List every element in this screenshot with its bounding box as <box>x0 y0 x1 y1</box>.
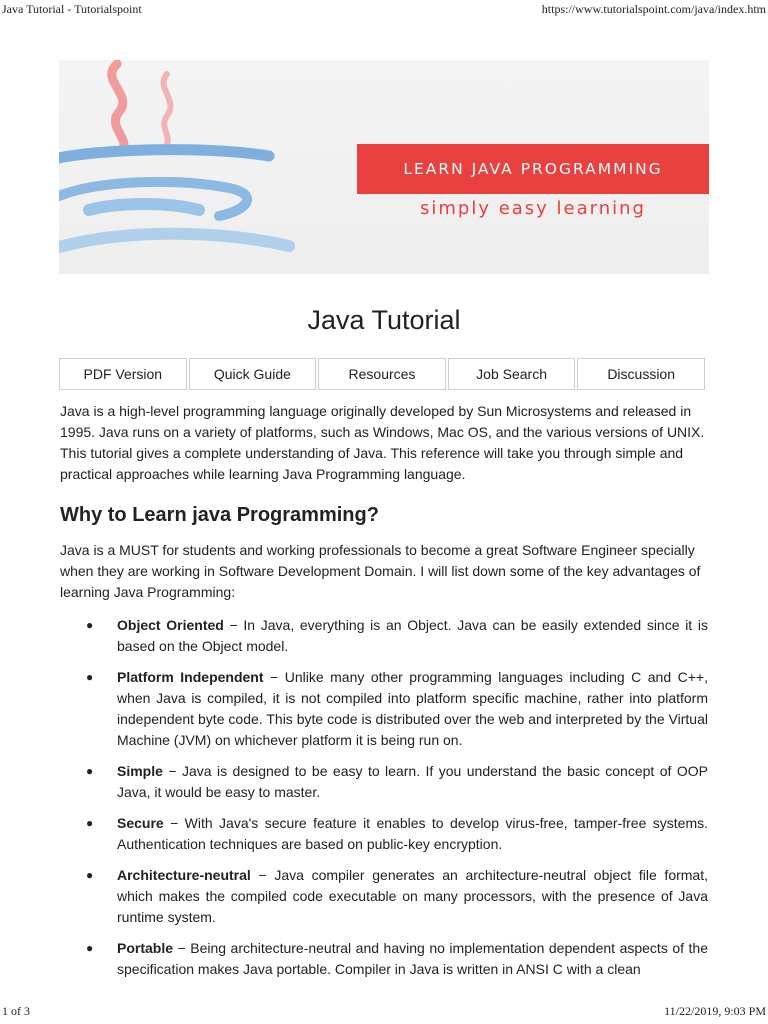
tab-resources[interactable]: Resources <box>318 358 446 390</box>
bullet-icon: ● <box>86 868 94 882</box>
tab-quick-guide[interactable]: Quick Guide <box>189 358 317 390</box>
feature-term: Portable <box>117 940 174 956</box>
section-heading: Why to Learn java Programming? <box>60 504 379 526</box>
bullet-icon: ● <box>86 670 94 684</box>
list-item <box>60 615 708 657</box>
list-item <box>60 813 708 855</box>
bullet-icon: ● <box>86 618 94 632</box>
feature-text: − Java compiler generates an architecture-neutral object file format, which makes the compiled code executable on many processors, with the presence of Java runtime system. <box>117 867 708 925</box>
bullet-icon: ● <box>86 941 94 955</box>
feature-term: Secure <box>117 815 164 831</box>
feature-term: Object Oriented <box>117 617 224 633</box>
print-footer <box>0 1004 768 1020</box>
feature-text: − Being architecture-neutral and having no implementation dependent aspects of the specification makes Java portable. Compiler in Java is written in ANSI C with a clean <box>117 940 708 977</box>
page-title: Java Tutorial <box>307 305 461 335</box>
list-item <box>60 938 708 980</box>
feature-text: − Unlike many other programming languages including C and C++, when Java is compiled, it is not compiled into platform specific machine, rather into platform independent byte code. This byte code is distributed over the web and interpreted by the Virtual Machine (JVM) on whichever platform it is being run on. <box>117 669 708 748</box>
feature-text: − In Java, everything is an Object. Java can be easily extended since it is based on the Object model. <box>117 617 708 654</box>
feature-text: − Java is designed to be easy to learn. If you understand the basic concept of OOP Java, it would be easy to master. <box>117 763 708 800</box>
java-cup-icon <box>59 60 359 274</box>
feature-term: Architecture-neutral <box>117 867 251 883</box>
print-page-url: https://www.tutorialspoint.com/java/index.htm <box>541 2 766 16</box>
hero-banner <box>59 60 709 274</box>
feature-list <box>60 615 708 980</box>
intro-paragraph: Java is a high-level programming language originally developed by Sun Microsystems and released in 1995. Java runs on a variety of platforms, such as Windows, Mac OS, and the various versions of UNIX. This tutorial gives a complete understanding of Java. This reference will take you through simple and practical approaches while learning Java Programming language. <box>60 403 705 482</box>
print-datetime: 11/22/2019, 9:03 PM <box>664 1004 766 1018</box>
feature-text: − With Java's secure feature it enables to develop virus-free, tamper-free systems. Authentication techniques are based on public-key encryption. <box>117 815 708 852</box>
print-header <box>0 2 768 18</box>
bullet-icon: ● <box>86 764 94 778</box>
tutorial-tabs <box>59 358 705 390</box>
feature-term: Simple <box>117 763 163 779</box>
list-item <box>60 667 708 751</box>
feature-term: Platform Independent <box>117 669 264 685</box>
section-lead: Java is a MUST for students and working professionals to become a great Software Engineer specially when they are working in Software Development Domain. I will list down some of the key advantages of learning Java Programming: <box>60 542 701 600</box>
tab-job-search[interactable]: Job Search <box>448 358 576 390</box>
bullet-icon: ● <box>86 816 94 830</box>
tab-pdf-version[interactable]: PDF Version <box>59 358 187 390</box>
main-content <box>60 401 708 990</box>
tab-discussion[interactable]: Discussion <box>577 358 705 390</box>
list-item <box>60 865 708 928</box>
list-item <box>60 761 708 803</box>
banner-headline: LEARN JAVA PROGRAMMING <box>357 144 709 194</box>
print-page-title: Java Tutorial - Tutorialspoint <box>2 2 142 16</box>
print-page-number: 1 of 3 <box>2 1004 30 1018</box>
banner-tagline: simply easy learning <box>419 198 646 219</box>
